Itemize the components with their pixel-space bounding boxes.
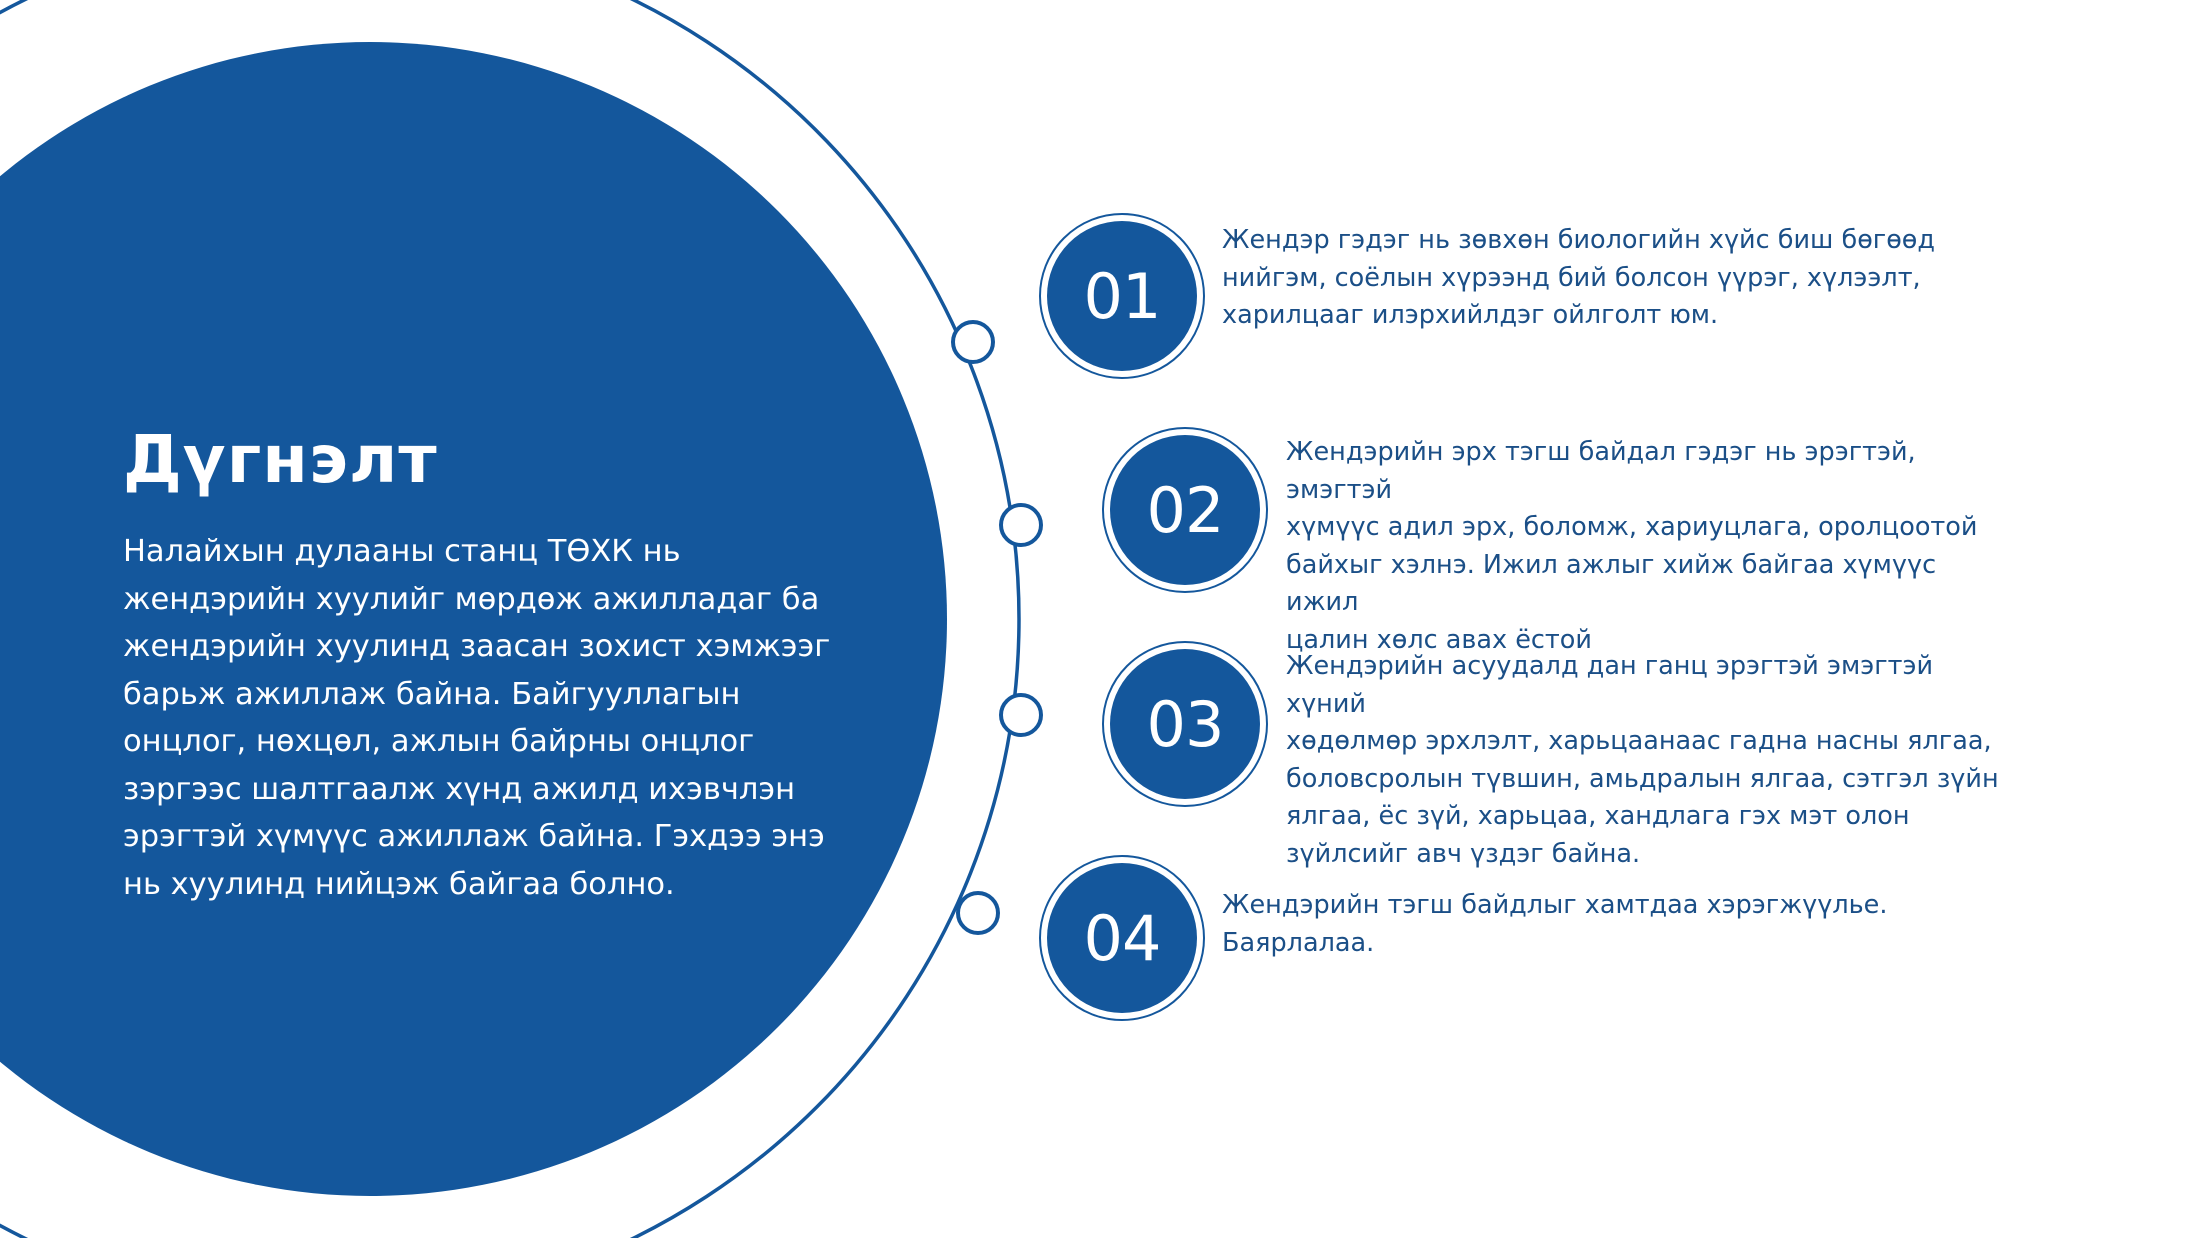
item-line: цалин хөлс авах ёстой <box>1286 624 1592 655</box>
number-label: 02 <box>1110 435 1260 585</box>
intro-panel <box>123 420 843 908</box>
number-label: 01 <box>1047 221 1197 371</box>
number-badge-03 <box>1102 641 1268 807</box>
intro-line: жендэрийн хуулийг мөрдөж ажилладаг ба <box>123 581 820 617</box>
intro-line: нь хуулинд нийцэж байгаа болно. <box>123 866 675 902</box>
page-title: Дүгнэлт <box>123 421 438 498</box>
number-badge-02 <box>1102 427 1268 593</box>
timeline-dot-1 <box>953 322 993 362</box>
number-badge-04 <box>1039 855 1205 1021</box>
item-line: нийгэм, соёлын хүрээнд бий болсон үүрэг, хүлээлт, <box>1222 262 1921 293</box>
item-line: харилцааг илэрхийлдэг ойлголт юм. <box>1222 300 1719 330</box>
intro-line: зэргээс шалтгаалж хүнд ажилд ихэвчлэн <box>123 771 796 807</box>
intro-line: жендэрийн хуулинд заасан зохист хэмжээг <box>123 629 831 664</box>
number-badge-01 <box>1039 213 1205 379</box>
intro-line: Налайхын дулааны станц ТӨХК нь <box>123 534 681 569</box>
item-text-03 <box>1286 648 2006 873</box>
item-line: Жендэрийн асуудалд дан ганц эрэгтэй эмэгтэй хүний <box>1286 651 1934 719</box>
timeline-dot-4 <box>958 893 998 933</box>
intro-line: онцлог, нөхцөл, ажлын байрны онцлог <box>123 724 755 759</box>
timeline-dot-3 <box>1001 695 1041 735</box>
number-label: 03 <box>1110 649 1260 799</box>
item-line: Жендэрийн тэгш байдлыг хамтдаа хэрэгжүүлье. <box>1222 890 1888 920</box>
item-text-01 <box>1222 222 1942 335</box>
item-line: зүйлсийг авч үздэг байна. <box>1286 838 1641 869</box>
item-text-04 <box>1222 887 1942 962</box>
item-line: байхыг хэлнэ. Ижил ажлыг хийж байгаа хүмүүс ижил <box>1286 549 1937 617</box>
item-line: Жендэрийн эрх тэгш байдал гэдэг нь эрэгтэй, эмэгтэй <box>1286 437 1916 505</box>
item-line: ялгаа, ёс зүй, харьцаа, хандлага гэх мэт олон <box>1286 801 1910 831</box>
intro-paragraph <box>123 528 843 908</box>
timeline-dot-2 <box>1001 505 1041 545</box>
item-text-02 <box>1286 434 2006 659</box>
item-line: боловсролын түвшин, амьдралын ялгаа, сэтгэл зүйн <box>1286 763 1999 794</box>
intro-line: барьж ажиллаж байна. Байгууллагын <box>123 676 741 712</box>
item-line: хүмүүс адил эрх, боломж, хариуцлага, оролцоотой <box>1286 512 1978 542</box>
item-line: Баярлалаа. <box>1222 927 1375 958</box>
item-line: Жендэр гэдэг нь зөвхөн биологийн хүйс биш бөгөөд <box>1222 225 1936 255</box>
intro-line: эрэгтэй хүмүүс ажиллаж байна. Гэхдээ энэ <box>123 819 825 854</box>
number-label: 04 <box>1047 863 1197 1013</box>
item-line: хөдөлмөр эрхлэлт, харьцаанаас гадна насны ялгаа, <box>1286 726 1992 756</box>
